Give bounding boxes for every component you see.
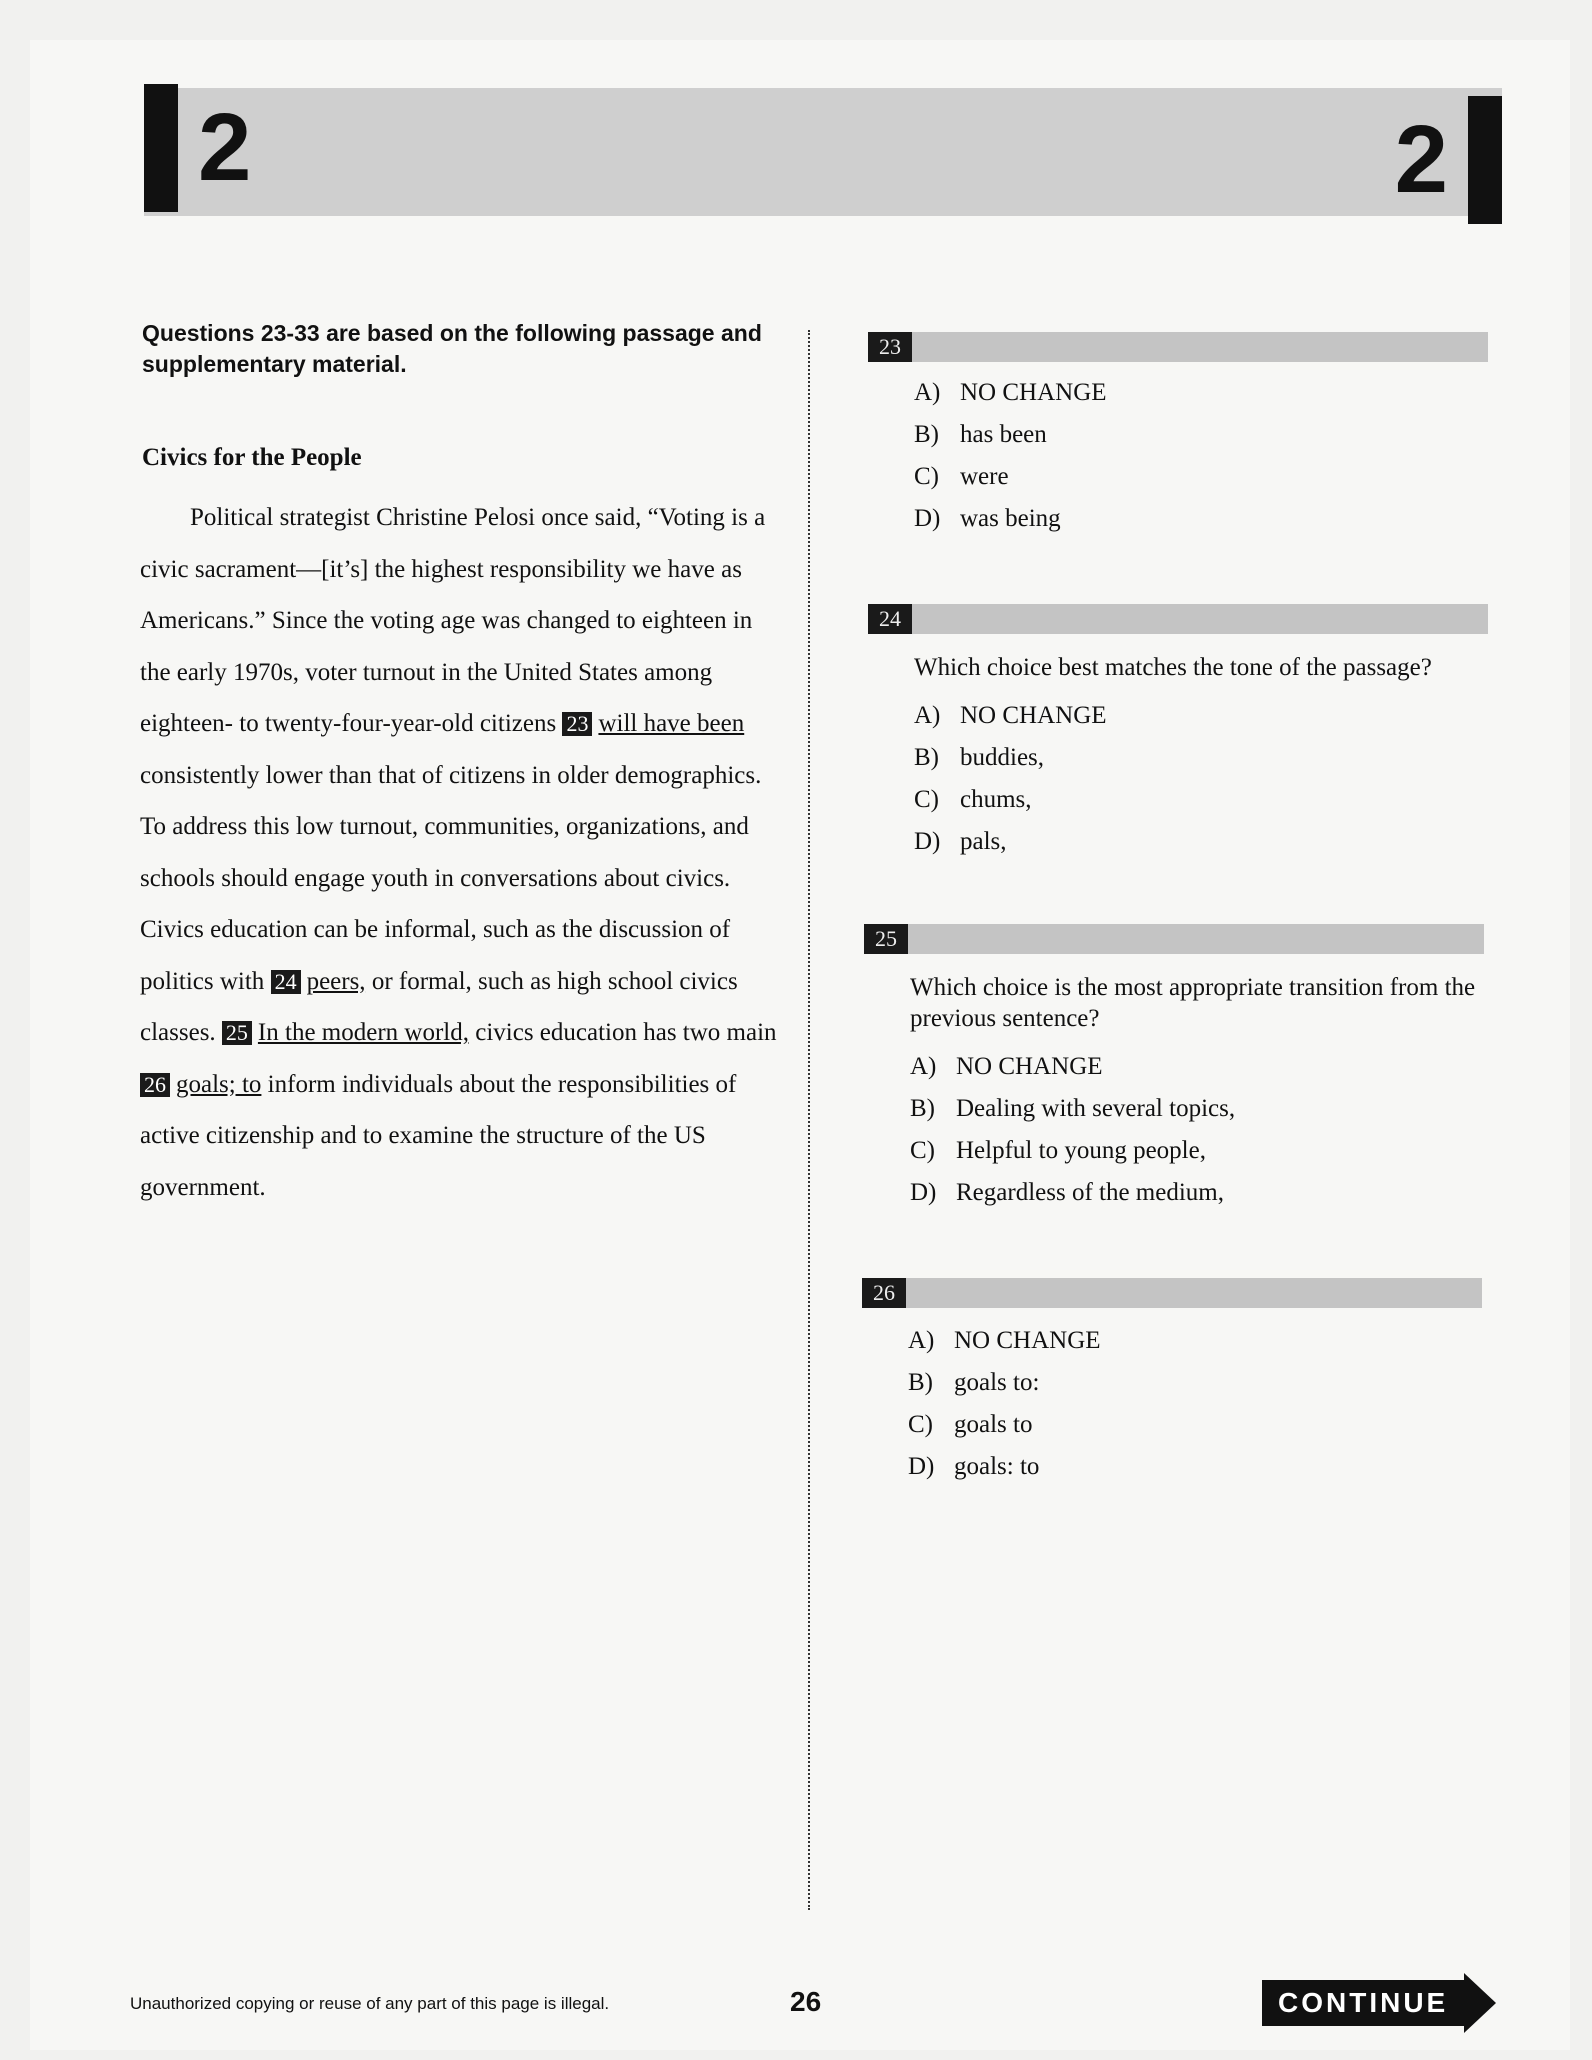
question-marker-26: 26 <box>140 1073 170 1097</box>
answer-option-b[interactable]: B) goals to: <box>908 1369 1040 1396</box>
passage-text <box>140 492 780 1213</box>
question-header-bar <box>906 1278 1482 1308</box>
question-number: 26 <box>862 1278 906 1308</box>
question-marker-25: 25 <box>222 1021 252 1045</box>
section-header-band <box>144 88 1502 216</box>
answer-option-d[interactable]: D) Regardless of the medium, <box>910 1179 1224 1206</box>
question-header-bar <box>908 924 1484 954</box>
column-divider <box>808 330 810 1910</box>
page-number: 26 <box>790 1986 822 2017</box>
question-header <box>868 332 1488 362</box>
question-marker-24: 24 <box>271 970 301 994</box>
question-23 <box>868 332 1488 540</box>
question-26 <box>862 1278 1482 1488</box>
question-stem: Which choice is the most appropriate transition from the previous sentence? <box>910 974 1476 1032</box>
answer-option-d[interactable]: D) was being <box>914 505 1061 532</box>
question-25 <box>864 924 1484 1214</box>
answer-options <box>908 1320 1482 1488</box>
answer-option-b[interactable]: B) buddies, <box>914 744 1045 771</box>
question-number: 24 <box>868 604 912 634</box>
question-stem: Which choice best matches the tone of the passage? <box>914 654 1432 681</box>
answer-options <box>910 1046 1484 1214</box>
answer-option-d[interactable]: D) pals, <box>914 828 1007 855</box>
underlined-portion-25: In the modern world, <box>257 1019 469 1046</box>
passage-intro: Questions 23-33 are based on the following passage and supplementary material. <box>142 320 762 377</box>
underlined-portion-24: peers, <box>306 967 366 995</box>
passage-segment: Political strategist Christine Pelosi once said, “Voting is a civic sacrament—[it’s] the highest responsibility we have as Americans.” Since the voting age was changed to eighteen in the early 1970s, voter turnout in the United States among eighteen- to twenty-four-year-old citizens <box>140 504 766 737</box>
section-number-right: 2 <box>1394 106 1448 213</box>
question-header <box>868 604 1488 634</box>
passage-segment: civics education has two main <box>468 1019 777 1046</box>
answer-option-a[interactable]: A) NO CHANGE <box>910 1053 1103 1080</box>
question-marker-23: 23 <box>562 712 592 736</box>
question-header-bar <box>912 604 1488 634</box>
question-number: 25 <box>864 924 908 954</box>
copyright-notice: Unauthorized copying or reuse of any part of this page is illegal. <box>130 1994 610 2013</box>
continue-button[interactable] <box>1262 1980 1496 2026</box>
answer-option-a[interactable]: A) NO CHANGE <box>914 702 1107 729</box>
answer-option-a[interactable]: A) NO CHANGE <box>908 1327 1101 1354</box>
question-header-bar <box>912 332 1488 362</box>
underlined-portion-23: will have been <box>598 710 745 737</box>
answer-option-c[interactable]: C) goals to <box>908 1411 1033 1438</box>
answer-option-c[interactable]: C) were <box>914 463 1009 490</box>
section-number-left: 2 <box>198 94 252 201</box>
answer-option-c[interactable]: C) Helpful to young people, <box>910 1137 1206 1164</box>
answer-option-d[interactable]: D) goals: to <box>908 1453 1040 1480</box>
question-header <box>864 924 1484 954</box>
passage-title: Civics for the People <box>142 444 362 471</box>
passage-segment: consistently lower than that of citizens in older demographics. To address this low turnout, communities, organizations, and schools should engage youth in conversations about civics. Civics education can be informal, such as the discussion of politics with <box>140 761 762 995</box>
section-marker-bar <box>144 84 178 212</box>
answer-option-b[interactable]: B) Dealing with several topics, <box>910 1095 1236 1122</box>
section-header-right <box>1375 96 1502 224</box>
passage-segment: inform individuals about the responsibilities of active citizenship and to examine the structure of the US government. <box>140 1070 737 1201</box>
answer-option-c[interactable]: C) chums, <box>914 786 1032 813</box>
section-marker-bar <box>1468 96 1502 224</box>
question-header <box>862 1278 1482 1308</box>
section-header-left <box>144 84 271 212</box>
answer-option-b[interactable]: B) has been <box>914 421 1047 448</box>
answer-options <box>914 372 1488 540</box>
underlined-portion-26: goals; to <box>176 1070 262 1098</box>
passage-segment: or formal, such as high school civics classes. <box>140 967 738 1046</box>
continue-label: CONTINUE <box>1262 1980 1466 2026</box>
answer-options <box>914 695 1488 863</box>
arrow-right-icon <box>1464 1973 1496 2033</box>
question-24 <box>868 604 1488 863</box>
answer-option-a[interactable]: A) NO CHANGE <box>914 379 1107 406</box>
question-number: 23 <box>868 332 912 362</box>
